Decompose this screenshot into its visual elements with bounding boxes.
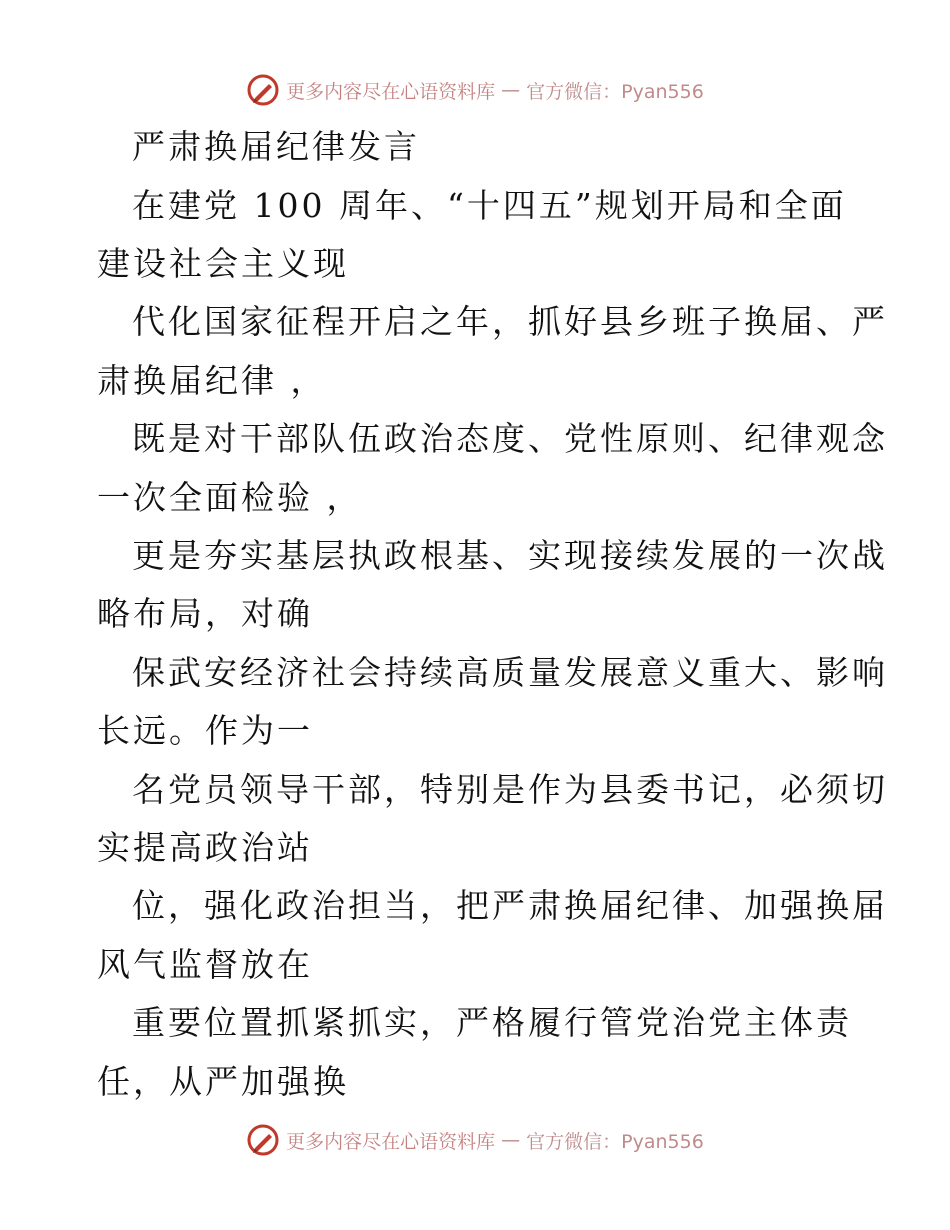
paragraph-line: 重要位置抓紧抓实，严格履行管党治党主体责 xyxy=(132,1003,852,1042)
paragraph-line: 既是对干部队伍政治态度、党性原则、纪律观念 xyxy=(132,419,888,458)
paragraph-line: 更是夯实基层执政根基、实现接续发展的一次战 xyxy=(132,536,888,575)
footer-dash: — xyxy=(501,1129,521,1151)
footer-wechat: 官方微信：Pyan556 xyxy=(526,1130,704,1153)
pen-logo-icon xyxy=(246,1123,280,1157)
paragraph-line: 建设社会主义现 xyxy=(97,244,349,283)
paragraph-line: 实提高政治站 xyxy=(97,828,313,867)
paragraph-line: 一次全面检验 ， xyxy=(97,478,363,517)
footer-watermark xyxy=(0,1120,950,1160)
header-dash: — xyxy=(501,79,521,101)
header-site-name: 更多内容尽在心语资料库 xyxy=(286,80,496,103)
document-title: 严肃换届纪律发言 xyxy=(132,127,420,166)
paragraph-line: 名党员领导干部，特别是作为县委书记，必须切 xyxy=(132,770,888,809)
paragraph-line: 长远。作为一 xyxy=(97,711,313,750)
paragraph-line: 保武安经济社会持续高质量发展意义重大、影响 xyxy=(132,653,888,692)
paragraph-line: 任，从严加强换 xyxy=(97,1062,349,1101)
paragraph-line: 位，强化政治担当，把严肃换届纪律、加强换届 xyxy=(132,886,888,925)
paragraph-line: 在建党 100 周年、“十四五”规划开局和全面 xyxy=(132,186,847,225)
footer-site-name: 更多内容尽在心语资料库 xyxy=(286,1130,496,1153)
paragraph-line: 肃换届纪律 ， xyxy=(97,361,327,400)
paragraph-line: 略布局，对确 xyxy=(97,594,313,633)
paragraph-line: 代化国家征程开启之年，抓好县乡班子换届、严 xyxy=(132,302,888,341)
paragraph-line: 风气监督放在 xyxy=(97,945,313,984)
header-wechat: 官方微信：Pyan556 xyxy=(526,80,704,103)
